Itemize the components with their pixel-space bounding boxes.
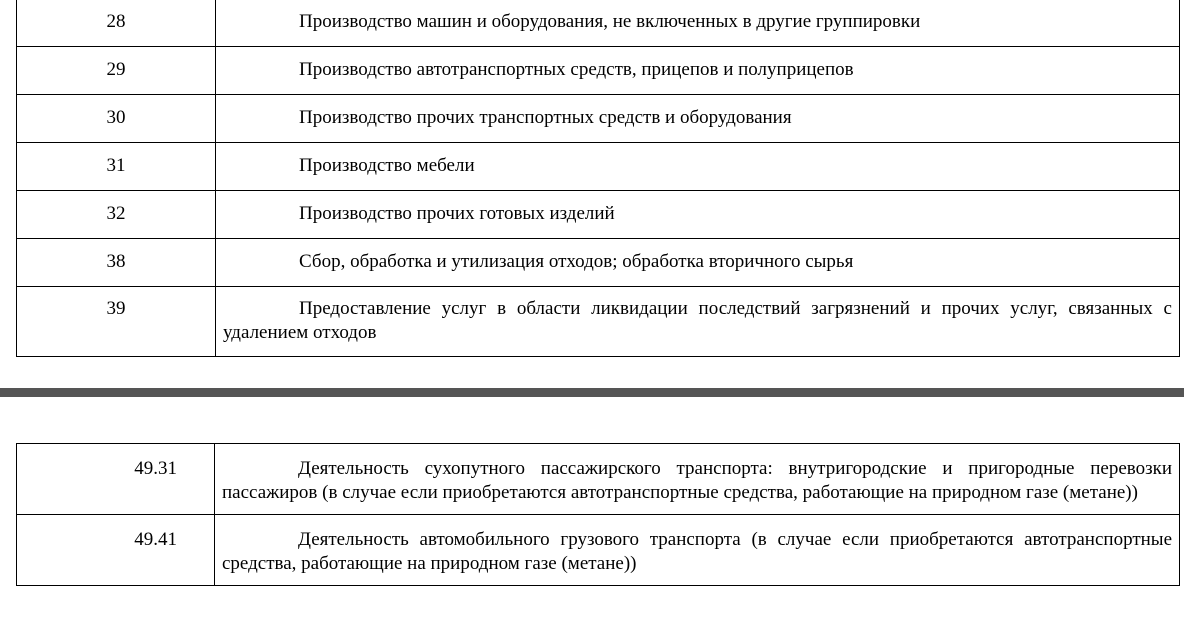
- description-text: Производство прочих готовых изделий: [299, 203, 615, 224]
- code-cell: 38: [17, 239, 216, 287]
- description-cell: [216, 95, 1180, 143]
- table-row: [17, 444, 1180, 515]
- table-row: [17, 143, 1180, 191]
- table-row: [17, 287, 1180, 357]
- description-text: Производство автотранспортных средств, прицепов и полуприцепов: [299, 59, 854, 80]
- description-cell: [216, 191, 1180, 239]
- code-cell: 28: [17, 0, 216, 47]
- table-row: [17, 95, 1180, 143]
- okved-table-top: [16, 0, 1180, 357]
- table-row: [17, 515, 1180, 586]
- description-cell: [215, 444, 1180, 515]
- code-cell: 30: [17, 95, 216, 143]
- code-cell: 39: [17, 287, 216, 357]
- description-cell: [216, 239, 1180, 287]
- code-cell: 31: [17, 143, 216, 191]
- description-text: Деятельность автомобильного грузового транспорта (в случае если приобретаются автотранспортные средства, работающие на природном газе (метане)): [222, 529, 1172, 574]
- table-row: [17, 239, 1180, 287]
- description-cell: [215, 515, 1180, 586]
- code-cell: 32: [17, 191, 216, 239]
- description-text: Предоставление услуг в области ликвидации последствий загрязнений и прочих услуг, связанных с удалением отходов: [223, 298, 1172, 343]
- description-cell: [216, 0, 1180, 47]
- okved-table-bottom: [16, 443, 1180, 586]
- description-cell: [216, 287, 1180, 357]
- table-row: [17, 0, 1180, 47]
- description-text: Производство прочих транспортных средств и оборудования: [299, 107, 792, 128]
- code-cell: 29: [17, 47, 216, 95]
- description-text: Сбор, обработка и утилизация отходов; обработка вторичного сырья: [299, 251, 854, 272]
- table-row: [17, 47, 1180, 95]
- table: [16, 443, 1180, 586]
- description-text: Производство машин и оборудования, не включенных в другие группировки: [299, 11, 921, 32]
- code-cell: 49.31: [17, 444, 215, 515]
- code-cell: 49.41: [17, 515, 215, 586]
- description-text: Деятельность сухопутного пассажирского транспорта: внутригородские и пригородные перевозки пассажиров (в случае если приобретаются автотранспортные средства, работающие на природном газе (метане)): [222, 458, 1172, 503]
- description-cell: [216, 47, 1180, 95]
- table-row: [17, 191, 1180, 239]
- description-cell: [216, 143, 1180, 191]
- description-text: Производство мебели: [299, 155, 475, 176]
- page-break-divider: [0, 388, 1184, 397]
- table: [16, 0, 1180, 357]
